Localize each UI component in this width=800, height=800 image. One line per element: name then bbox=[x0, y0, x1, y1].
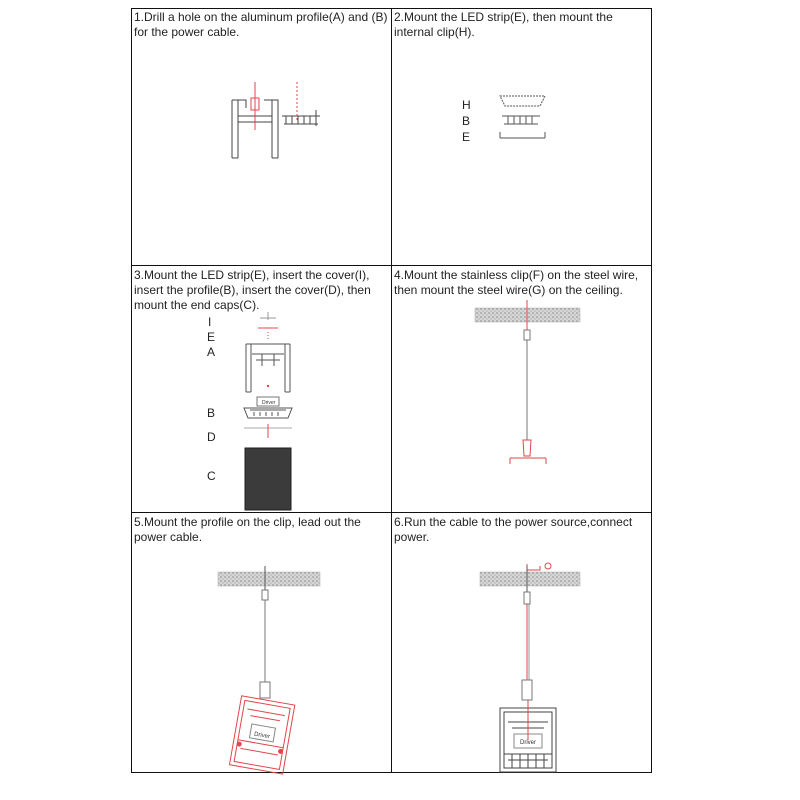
step-2-text: 2.Mount the LED strip(E), then mount the internal clip(H). bbox=[394, 10, 613, 39]
step-3-text: 3.Mount the LED strip(E), insert the cover(I), insert the profile(B), insert the cover(D), then mount the end caps(C). bbox=[134, 268, 371, 312]
label-e: E bbox=[462, 130, 471, 144]
label-h: H bbox=[462, 98, 471, 112]
label-c: C bbox=[207, 469, 216, 483]
driver-label-step6: Driver bbox=[520, 740, 536, 746]
label-e-step3: E bbox=[207, 330, 216, 344]
profile-drill-diagram bbox=[232, 82, 320, 158]
exploded-assembly-diagram bbox=[244, 312, 292, 438]
label-a: A bbox=[207, 345, 216, 359]
strip-clip-diagram bbox=[500, 96, 545, 138]
driver-label-step3: Driver bbox=[262, 400, 276, 406]
step-4-text: 4.Mount the stainless clip(F) on the steel wire, then mount the steel wire(G) on the ceiling. bbox=[394, 268, 639, 297]
end-cap-c bbox=[245, 448, 291, 510]
label-d: D bbox=[207, 430, 216, 444]
ceiling-wire-diagram bbox=[475, 300, 580, 464]
label-b-step3: B bbox=[207, 406, 216, 420]
label-b: B bbox=[462, 114, 471, 128]
step-6-text: 6.Run the cable to the power source,connect power. bbox=[394, 515, 633, 544]
step-5-text: 5.Mount the profile on the clip, lead out the power cable. bbox=[134, 515, 361, 544]
mount-profile-diagram bbox=[218, 566, 320, 774]
label-i: I bbox=[208, 315, 212, 329]
step-1-text: 1.Drill a hole on the aluminum profile(A) and (B) for the power cable. bbox=[134, 10, 388, 39]
driver-label-step5: Driver bbox=[253, 731, 271, 741]
